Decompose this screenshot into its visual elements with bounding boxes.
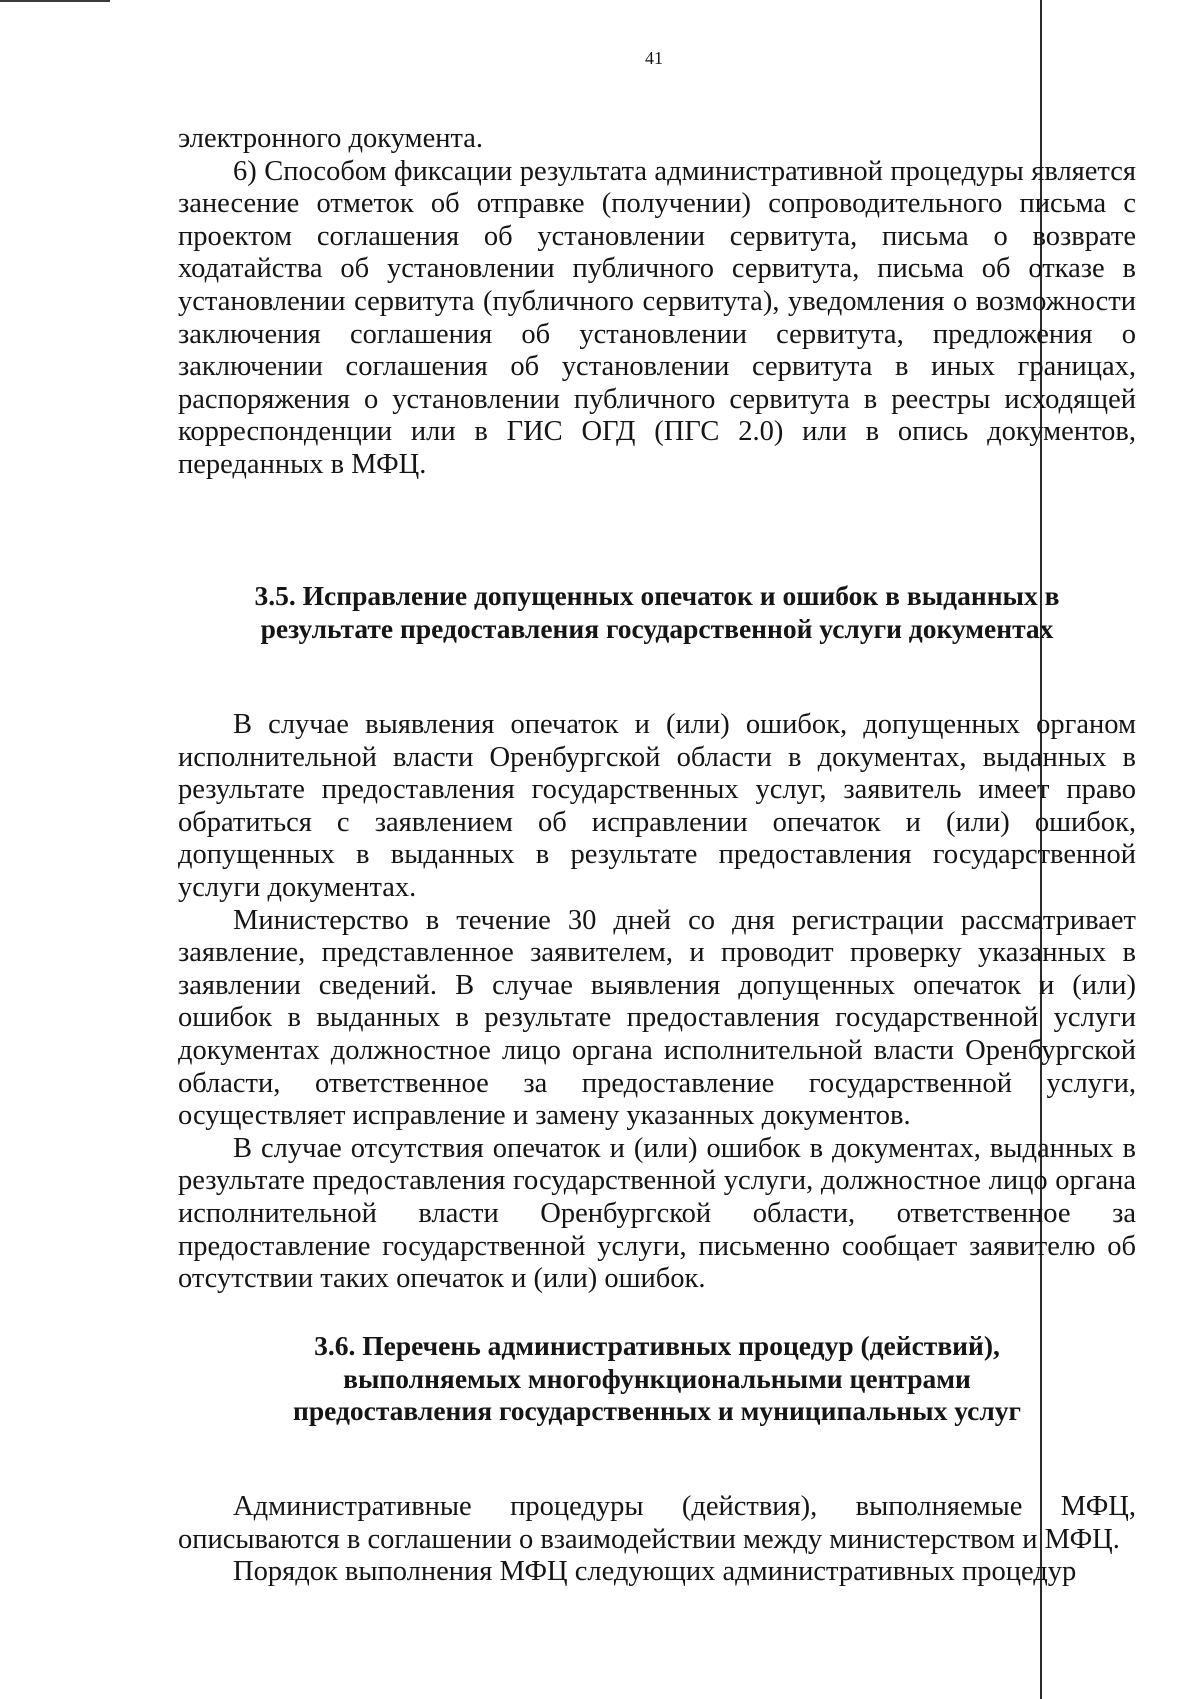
section-3-6-heading xyxy=(178,1330,1136,1428)
paragraph: В случае отсутствия опечаток и (или) ошибок в документах, выданных в результате предоставления государственной услуги, должностное лицо органа исполнительной власти Оренбургской области, ответственное за предоставление государственной услуги, письменно сообщает заявителю об отсутствии таких опечаток и (или) ошибок. xyxy=(178,1132,1136,1295)
paragraph: Министерство в течение 30 дней со дня регистрации рассматривает заявление, представленное заявителем, и проводит проверку указанных в заявлении сведений. В случае выявления допущенных опечаток и (или) ошибок в выданных в результате предоставления государственной услуги документах должностное лицо органа исполнительной власти Оренбургской области, ответственное за предоставление государственной услуги, осуществляет исправление и замену указанных документов. xyxy=(178,904,1136,1132)
heading-line: предоставления государственных и муниципальных услуг xyxy=(292,1395,1022,1426)
section-3-5-heading xyxy=(178,580,1136,645)
paragraph: электронного документа. xyxy=(178,123,484,154)
scan-edge-line xyxy=(0,0,110,2)
page-number: 41 xyxy=(645,48,663,68)
section-3-5-body xyxy=(178,709,1136,1296)
section-3-4-tail xyxy=(178,123,1136,482)
paragraph: Административные процедуры (действия), выполняемые МФЦ, описываются в соглашении о взаимодействии между министерством и МФЦ. xyxy=(178,1491,1136,1555)
heading-line: результате предоставления государственной услуги документах xyxy=(260,612,1054,644)
paragraph: 6) Способом фиксации результата административной процедуры является занесение отметок об отправке (получении) сопроводительного письма с проектом соглашения об установлении сервитута, письма о возврате ходатайства об установлении публичного сервитута, письма об отказе в установлении сервитута (публичного сервитута), уведомления о возможности заключения соглашения об установлении сервитута, предложения о заключении соглашения об установлении сервитута в иных границах, распоряжения о установлении публичного сервитута в реестры исходящей корреспонденции или в ГИС ОГД (ПГС 2.0) или в опись документов, переданных в МФЦ. xyxy=(178,155,1136,480)
heading-line: 3.5. Исправление допущенных опечаток и ошибок в выданных в xyxy=(254,580,1060,611)
heading-line: выполняемых многофункциональными центрами xyxy=(343,1362,971,1394)
section-3-6-body xyxy=(178,1491,1136,1589)
paragraph: В случае выявления опечаток и (или) ошибок, допущенных органом исполнительной власти Оренбургской области в документах, выданных в результате предоставления государственных услуг, заявитель имеет право обратиться с заявлением об исправлении опечаток и (или) ошибок, допущенных в выданных в результате предоставления государственной услуги документах. xyxy=(178,709,1136,903)
heading-line: 3.6. Перечень административных процедур (действий), xyxy=(314,1330,1000,1361)
paragraph: Порядок выполнения МФЦ следующих административных процедур xyxy=(233,1556,1077,1588)
